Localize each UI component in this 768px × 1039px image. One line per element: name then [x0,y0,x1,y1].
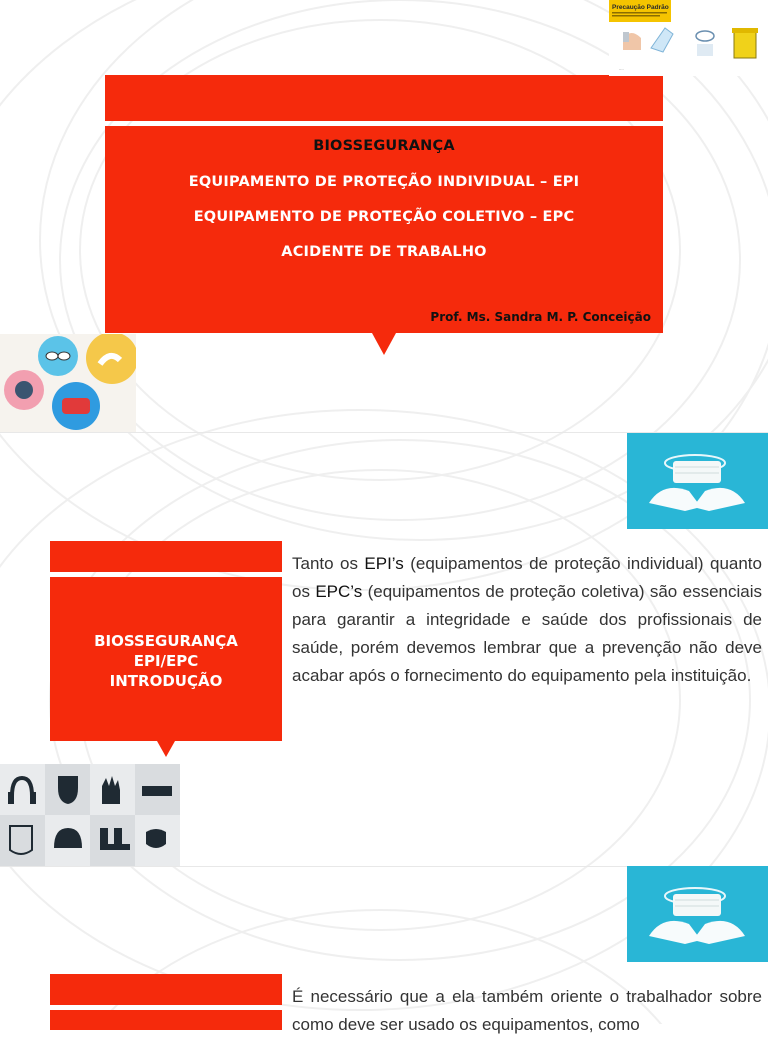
epi-icon-grid [0,764,180,866]
precaucao-padrao-thumbnail [609,0,768,76]
title-box [105,126,663,333]
callout-pointer [372,333,396,355]
callout-pointer [157,741,175,757]
title-line-3: EQUIPAMENTO DE PROTEÇÃO COLETIVO – EPC [193,209,575,225]
epc-term [315,582,362,601]
section-title [94,631,238,691]
title-line-1: BIOSSEGURANÇA [313,138,455,154]
ppe-circles-illustration [0,334,136,432]
section-title-line: INTRODUÇÃO [109,672,223,690]
svg-text:····: ···· [619,68,624,72]
section-title-box [50,1010,282,1030]
title-line-2: EQUIPAMENTO DE PROTEÇÃO INDIVIDUAL – EPI [188,174,580,190]
author-credit: Prof. Ms. Sandra M. P. Conceição [430,310,651,324]
gloves-mask-photo [627,433,768,529]
epc-term-text: EPC’s [315,582,363,601]
slide3-paragraph: É necessário que a ela também oriente o trabalhador sobre como deve ser usado os equipamentos, como [292,987,762,1034]
section-title-line: BIOSSEGURANÇA [94,632,238,650]
title-line-4: ACIDENTE DE TRABALHO [281,244,487,260]
section-title-line: EPI/EPC [133,652,199,670]
gloves-mask-photo [627,866,768,962]
title-top-band [105,75,663,121]
paragraph-text: (equipamentos de proteção individual) quanto os [292,554,762,601]
section-title-box [50,577,282,741]
thumbnail-title: Precaução Padrão [612,4,669,11]
epi-term-text: EPI’s [364,554,404,573]
epi-term [364,554,403,573]
goggles-icon [142,786,172,796]
mask-icon [146,829,166,848]
paragraph-text: Tanto os [292,554,365,573]
section-top-band [50,541,282,572]
intro-paragraph [292,550,762,690]
paragraph-text: (equipamentos de proteção coletiva) são essenciais para garantir a integridade e saúde dos profissionais de saúde, porém devemos lembrar que a prevenção não deve acabar após o fornecimento do equipamento pela instituição. [292,582,762,685]
section-top-band [50,974,282,1005]
